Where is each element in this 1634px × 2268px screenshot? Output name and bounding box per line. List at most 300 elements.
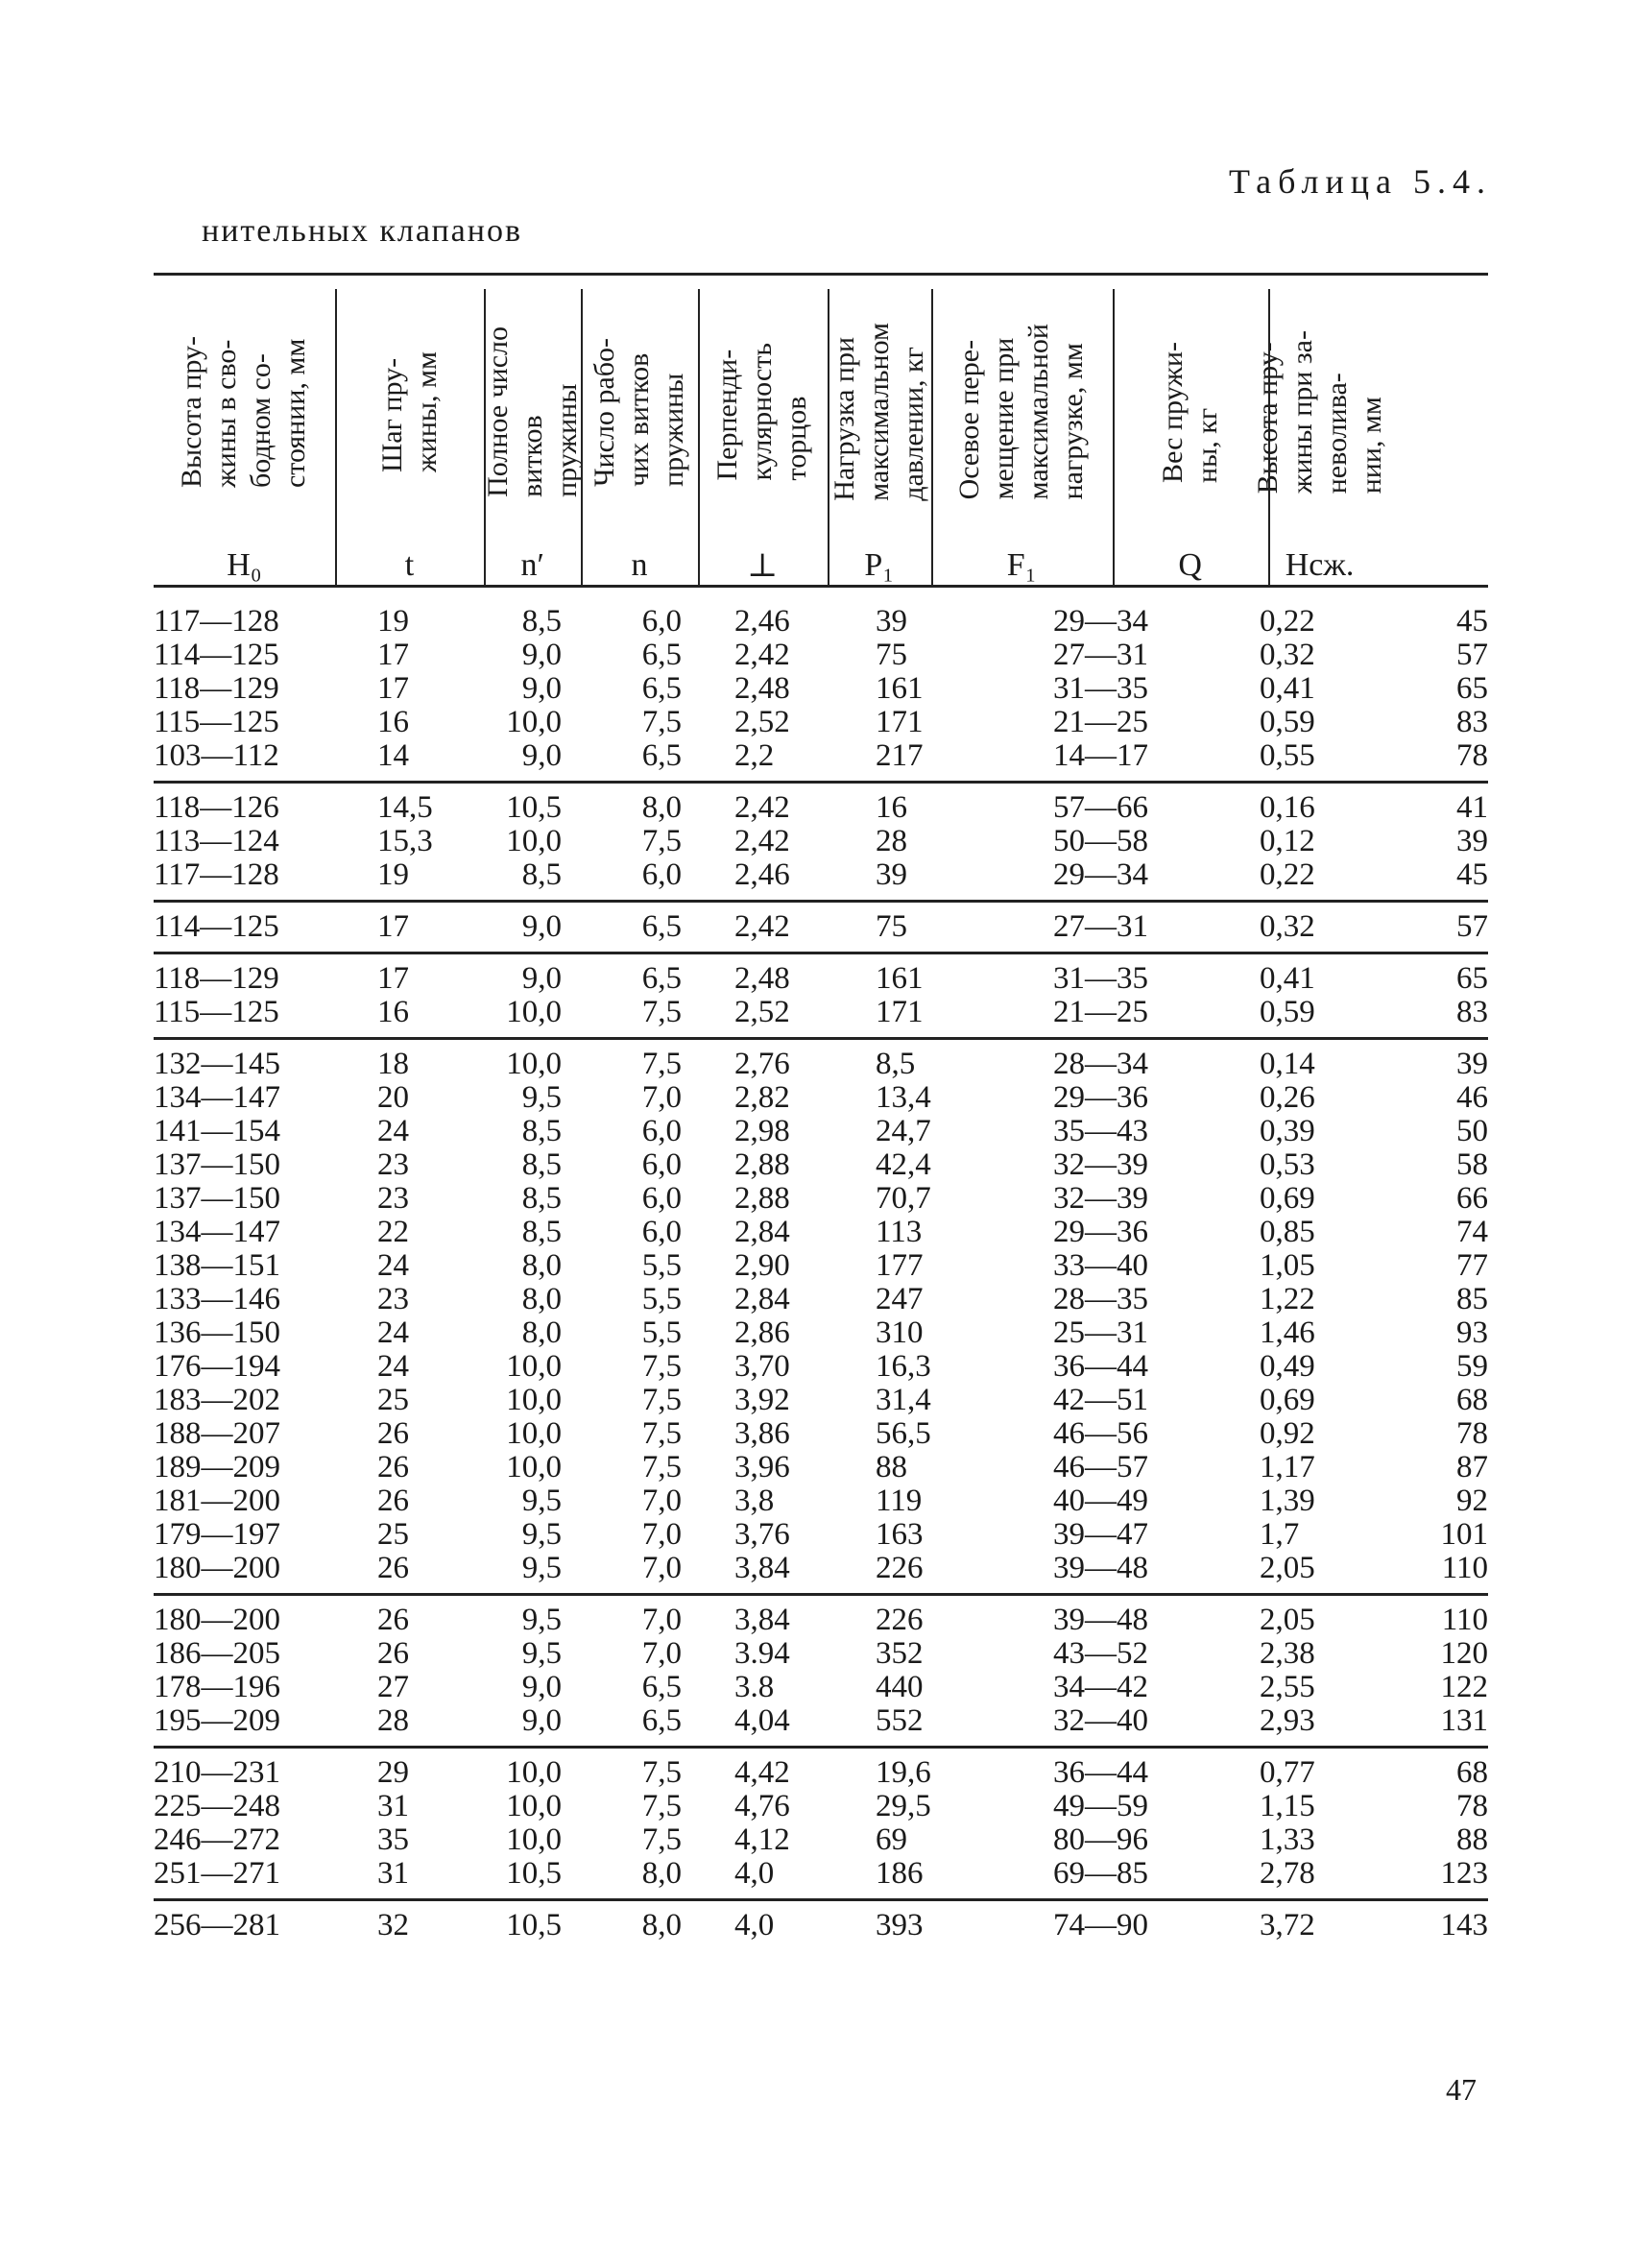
cell-total-coils: 9,5 [521, 1517, 562, 1552]
cell-total-coils: 10,0 [506, 1349, 562, 1384]
cell-axial-displacement: 31—35 [1053, 671, 1148, 706]
cell-weight: 0,55 [1260, 738, 1315, 773]
table-row [154, 1671, 1488, 1704]
header-perpendicularity [698, 283, 828, 541]
cell-load: 113 [876, 1215, 923, 1249]
cell-weight: 0,32 [1260, 638, 1315, 672]
cell-axial-displacement: 57—66 [1053, 790, 1148, 825]
header-text-perpendicularity: Перпенди- кулярность торцов [711, 343, 813, 481]
cell-working-coils: 5,5 [641, 1315, 682, 1350]
cell-perpendicularity: 2,48 [734, 671, 790, 706]
cell-free-height: 118—129 [154, 961, 279, 996]
cell-load: 310 [876, 1315, 924, 1350]
cell-working-coils: 8,0 [641, 790, 682, 825]
page-number: 47 [1446, 2072, 1477, 2107]
table-subtitle: нительных клапанов [202, 213, 523, 249]
cell-weight: 1,39 [1260, 1484, 1315, 1518]
cell-perpendicularity: 3,92 [734, 1383, 790, 1417]
row-group [154, 1593, 1488, 1746]
cell-axial-displacement: 34—42 [1053, 1670, 1148, 1704]
cell-axial-displacement: 74—90 [1053, 1908, 1148, 1942]
cell-total-coils: 10,0 [506, 1450, 562, 1484]
cell-working-coils: 6,5 [641, 1703, 682, 1738]
cell-free-height: 113—124 [154, 824, 279, 858]
cell-perpendicularity: 4,12 [734, 1822, 790, 1857]
cell-weight: 1,17 [1260, 1450, 1315, 1484]
cell-free-height: 133—146 [154, 1282, 280, 1316]
table-row [154, 1552, 1488, 1585]
cell-pitch: 25 [377, 1383, 409, 1417]
cell-axial-displacement: 49—59 [1053, 1789, 1148, 1823]
cell-load: 8,5 [876, 1047, 916, 1081]
cell-total-coils: 9,5 [521, 1080, 562, 1115]
header-weight [1113, 283, 1268, 541]
cell-axial-displacement: 29—36 [1053, 1215, 1148, 1249]
cell-weight: 1,7 [1260, 1517, 1300, 1552]
cell-working-coils: 5,5 [641, 1282, 682, 1316]
cell-perpendicularity: 4,0 [734, 1856, 775, 1891]
cell-axial-displacement: 39—48 [1053, 1551, 1148, 1585]
table-row [154, 962, 1488, 996]
cell-solid-height: 120 [1440, 1636, 1488, 1671]
cell-total-coils: 8,5 [521, 1147, 562, 1182]
cell-working-coils: 7,0 [641, 1484, 682, 1518]
cell-perpendicularity: 2,42 [734, 790, 790, 825]
row-group [154, 1746, 1488, 1898]
cell-free-height: 134—147 [154, 1215, 280, 1249]
cell-total-coils: 10,0 [506, 705, 562, 739]
cell-total-coils: 8,5 [521, 857, 562, 892]
cell-free-height: 181—200 [154, 1484, 280, 1518]
cell-load: 226 [876, 1551, 924, 1585]
cell-axial-displacement: 25—31 [1053, 1315, 1148, 1350]
cell-solid-height: 57 [1456, 638, 1488, 672]
cell-total-coils: 9,5 [521, 1484, 562, 1518]
header-text-axial-displacement: Осевое пере- мещение при максимальной нагрузке, мм [953, 324, 1090, 500]
cell-solid-height: 45 [1456, 604, 1488, 639]
cell-axial-displacement: 69—85 [1053, 1856, 1148, 1891]
symbol-row [154, 546, 1488, 585]
cell-pitch: 17 [377, 671, 409, 706]
cell-solid-height: 66 [1456, 1181, 1488, 1216]
symbol-total-coils: n′ [520, 547, 544, 583]
cell-solid-height: 78 [1456, 1789, 1488, 1823]
table-row [154, 1756, 1488, 1790]
table-row [154, 639, 1488, 672]
cell-working-coils: 7,5 [641, 824, 682, 858]
cell-perpendicularity: 2,88 [734, 1181, 790, 1216]
cell-working-coils: 7,5 [641, 995, 682, 1029]
column-divider [828, 289, 829, 587]
cell-perpendicularity: 4,42 [734, 1755, 790, 1790]
table-row [154, 605, 1488, 639]
cell-pitch: 20 [377, 1080, 409, 1115]
cell-perpendicularity: 2,98 [734, 1114, 790, 1148]
symbol-solid-height: Hсж. [1285, 547, 1355, 583]
cell-axial-displacement: 27—31 [1053, 638, 1148, 672]
cell-working-coils: 7,0 [641, 1603, 682, 1637]
cell-weight: 2,93 [1260, 1703, 1315, 1738]
header-text-weight: Вес пружи- ны, кг [1156, 341, 1223, 483]
table-row [154, 1704, 1488, 1738]
table-row [154, 1350, 1488, 1384]
cell-free-height: 189—209 [154, 1450, 280, 1484]
cell-weight: 0,59 [1260, 705, 1315, 739]
cell-pitch: 26 [377, 1603, 409, 1637]
cell-solid-height: 39 [1456, 824, 1488, 858]
cell-working-coils: 7,5 [641, 1383, 682, 1417]
cell-load: 186 [876, 1856, 924, 1891]
cell-solid-height: 83 [1456, 705, 1488, 739]
cell-weight: 2,78 [1260, 1856, 1315, 1891]
cell-perpendicularity: 3,84 [734, 1603, 790, 1637]
cell-working-coils: 8,0 [641, 1856, 682, 1891]
cell-total-coils: 10,0 [506, 1416, 562, 1451]
cell-load: 19,6 [876, 1755, 931, 1790]
cell-axial-displacement: 35—43 [1053, 1114, 1148, 1148]
cell-axial-displacement: 29—34 [1053, 857, 1148, 892]
cell-perpendicularity: 3.8 [734, 1670, 775, 1704]
cell-weight: 0,12 [1260, 824, 1315, 858]
cell-weight: 0,69 [1260, 1181, 1315, 1216]
cell-solid-height: 88 [1456, 1822, 1488, 1857]
cell-weight: 0,39 [1260, 1114, 1315, 1148]
cell-solid-height: 57 [1456, 909, 1488, 944]
cell-total-coils: 10,0 [506, 824, 562, 858]
header-text-solid-height: Высота пру- жины при за- неволива- нии, мм [1251, 329, 1387, 495]
cell-perpendicularity: 3.94 [734, 1636, 790, 1671]
cell-axial-displacement: 43—52 [1053, 1636, 1148, 1671]
cell-working-coils: 6,0 [641, 1114, 682, 1148]
cell-load: 31,4 [876, 1383, 931, 1417]
cell-axial-displacement: 46—57 [1053, 1450, 1148, 1484]
cell-perpendicularity: 2,46 [734, 857, 790, 892]
cell-load: 88 [876, 1450, 907, 1484]
table-row [154, 1790, 1488, 1823]
cell-weight: 0,85 [1260, 1215, 1315, 1249]
cell-free-height: 114—125 [154, 638, 279, 672]
cell-solid-height: 85 [1456, 1282, 1488, 1316]
cell-pitch: 23 [377, 1181, 409, 1216]
cell-axial-displacement: 32—39 [1053, 1147, 1148, 1182]
cell-pitch: 29 [377, 1755, 409, 1790]
header-text-load: Нагрузка при максимальном давлении, кг [828, 323, 929, 501]
cell-axial-displacement: 21—25 [1053, 705, 1148, 739]
cell-free-height: 178—196 [154, 1670, 280, 1704]
cell-free-height: 117—128 [154, 857, 279, 892]
cell-solid-height: 39 [1456, 1047, 1488, 1081]
cell-working-coils: 7,5 [641, 1789, 682, 1823]
table-row [154, 1316, 1488, 1350]
table-row [154, 1909, 1488, 1942]
cell-weight: 0,32 [1260, 909, 1315, 944]
cell-perpendicularity: 2,48 [734, 961, 790, 996]
cell-axial-displacement: 39—48 [1053, 1603, 1148, 1637]
cell-weight: 0,59 [1260, 995, 1315, 1029]
cell-free-height: 117—128 [154, 604, 279, 639]
cell-total-coils: 8,0 [521, 1248, 562, 1283]
cell-axial-displacement: 32—40 [1053, 1703, 1148, 1738]
symbol-pitch: t [404, 547, 415, 583]
header-text-working-coils: Число рабо- чих витков пружины [589, 337, 690, 487]
cell-pitch: 24 [377, 1315, 409, 1350]
cell-perpendicularity: 3,70 [734, 1349, 790, 1384]
cell-pitch: 24 [377, 1114, 409, 1148]
cell-total-coils: 9,5 [521, 1636, 562, 1671]
cell-perpendicularity: 2,90 [734, 1248, 790, 1283]
cell-total-coils: 9,5 [521, 1551, 562, 1585]
table-row [154, 1249, 1488, 1283]
cell-total-coils: 9,0 [521, 738, 562, 773]
cell-total-coils: 10,5 [506, 790, 562, 825]
cell-solid-height: 41 [1456, 790, 1488, 825]
cell-total-coils: 9,0 [521, 638, 562, 672]
table-row [154, 1384, 1488, 1417]
cell-working-coils: 7,5 [641, 1349, 682, 1384]
cell-axial-displacement: 29—36 [1053, 1080, 1148, 1115]
cell-weight: 2,05 [1260, 1551, 1315, 1585]
header-solid-height [1251, 283, 1387, 541]
cell-perpendicularity: 2,82 [734, 1080, 790, 1115]
table-row [154, 1857, 1488, 1891]
table-row [154, 791, 1488, 825]
cell-working-coils: 7,0 [641, 1551, 682, 1585]
cell-total-coils: 8,5 [521, 604, 562, 639]
cell-total-coils: 9,0 [521, 671, 562, 706]
cell-pitch: 26 [377, 1450, 409, 1484]
cell-axial-displacement: 27—31 [1053, 909, 1148, 944]
cell-free-height: 180—200 [154, 1551, 280, 1585]
cell-working-coils: 7,5 [641, 1047, 682, 1081]
row-group [154, 781, 1488, 900]
cell-weight: 1,05 [1260, 1248, 1315, 1283]
cell-total-coils: 9,5 [521, 1603, 562, 1637]
cell-perpendicularity: 2,52 [734, 995, 790, 1029]
cell-pitch: 18 [377, 1047, 409, 1081]
cell-working-coils: 6,5 [641, 638, 682, 672]
cell-free-height: 195—209 [154, 1703, 280, 1738]
table-row [154, 1637, 1488, 1671]
cell-free-height: 115—125 [154, 995, 279, 1029]
cell-perpendicularity: 2,42 [734, 909, 790, 944]
spring-table [154, 273, 1488, 1950]
table-row [154, 858, 1488, 892]
cell-solid-height: 65 [1456, 671, 1488, 706]
header-working-coils [581, 283, 697, 541]
cell-weight: 0,92 [1260, 1416, 1315, 1451]
header-text-free-height: Высота пру- жины в сво- бодном со- стоянии, мм [176, 335, 312, 489]
cell-weight: 0,14 [1260, 1047, 1315, 1081]
cell-axial-displacement: 80—96 [1053, 1822, 1148, 1857]
cell-total-coils: 10,0 [506, 995, 562, 1029]
cell-free-height: 251—271 [154, 1856, 280, 1891]
cell-total-coils: 9,0 [521, 1670, 562, 1704]
cell-working-coils: 7,0 [641, 1636, 682, 1671]
cell-load: 56,5 [876, 1416, 931, 1451]
cell-total-coils: 9,0 [521, 961, 562, 996]
cell-perpendicularity: 2,88 [734, 1147, 790, 1182]
cell-pitch: 19 [377, 857, 409, 892]
cell-total-coils: 10,5 [506, 1856, 562, 1891]
cell-free-height: 114—125 [154, 909, 279, 944]
cell-working-coils: 6,5 [641, 909, 682, 944]
cell-working-coils: 7,5 [641, 1450, 682, 1484]
cell-solid-height: 68 [1456, 1755, 1488, 1790]
cell-axial-displacement: 36—44 [1053, 1349, 1148, 1384]
cell-free-height: 256—281 [154, 1908, 280, 1942]
cell-perpendicularity: 2,42 [734, 824, 790, 858]
cell-solid-height: 65 [1456, 961, 1488, 996]
cell-load: 171 [876, 995, 924, 1029]
cell-working-coils: 7,0 [641, 1517, 682, 1552]
cell-free-height: 176—194 [154, 1349, 280, 1384]
table-row [154, 739, 1488, 773]
cell-load: 440 [876, 1670, 924, 1704]
cell-pitch: 16 [377, 705, 409, 739]
cell-working-coils: 8,0 [641, 1908, 682, 1942]
cell-working-coils: 6,0 [641, 1181, 682, 1216]
cell-solid-height: 131 [1440, 1703, 1488, 1738]
cell-perpendicularity: 2,86 [734, 1315, 790, 1350]
table-row [154, 1604, 1488, 1637]
cell-total-coils: 9,0 [521, 909, 562, 944]
cell-free-height: 186—205 [154, 1636, 280, 1671]
header-load [828, 283, 931, 541]
cell-total-coils: 10,0 [506, 1755, 562, 1790]
cell-free-height: 180—200 [154, 1603, 280, 1637]
cell-solid-height: 50 [1456, 1114, 1488, 1148]
cell-free-height: 179—197 [154, 1517, 280, 1552]
column-divider [1268, 289, 1270, 587]
cell-weight: 3,72 [1260, 1908, 1315, 1942]
cell-solid-height: 93 [1456, 1315, 1488, 1350]
cell-working-coils: 6,5 [641, 738, 682, 773]
cell-pitch: 26 [377, 1551, 409, 1585]
cell-axial-displacement: 33—40 [1053, 1248, 1148, 1283]
row-group [154, 952, 1488, 1037]
cell-weight: 1,46 [1260, 1315, 1315, 1350]
cell-perpendicularity: 2,52 [734, 705, 790, 739]
cell-solid-height: 92 [1456, 1484, 1488, 1518]
cell-solid-height: 110 [1441, 1603, 1488, 1637]
cell-perpendicularity: 3,96 [734, 1450, 790, 1484]
cell-free-height: 188—207 [154, 1416, 280, 1451]
cell-free-height: 246—272 [154, 1822, 280, 1857]
cell-load: 393 [876, 1908, 924, 1942]
table-row [154, 1048, 1488, 1081]
cell-load: 217 [876, 738, 924, 773]
cell-load: 75 [876, 638, 907, 672]
cell-weight: 0,69 [1260, 1383, 1315, 1417]
table-row [154, 1823, 1488, 1857]
header-bottom-rule [154, 585, 1488, 588]
cell-load: 75 [876, 909, 907, 944]
table-row [154, 1081, 1488, 1115]
header-text-pitch: Шаг пру- жины, мм [375, 351, 443, 472]
cell-pitch: 31 [377, 1789, 409, 1823]
cell-working-coils: 6,5 [641, 1670, 682, 1704]
cell-total-coils: 9,0 [521, 1703, 562, 1738]
cell-pitch: 26 [377, 1416, 409, 1451]
cell-load: 226 [876, 1603, 924, 1637]
cell-free-height: 210—231 [154, 1755, 280, 1790]
cell-solid-height: 83 [1456, 995, 1488, 1029]
table-body [154, 597, 1488, 1950]
cell-load: 16 [876, 790, 907, 825]
cell-pitch: 35 [377, 1822, 409, 1857]
cell-free-height: 118—126 [154, 790, 279, 825]
cell-working-coils: 6,0 [641, 1215, 682, 1249]
cell-axial-displacement: 21—25 [1053, 995, 1148, 1029]
cell-weight: 0,49 [1260, 1349, 1315, 1384]
cell-load: 177 [876, 1248, 924, 1283]
cell-load: 24,7 [876, 1114, 931, 1148]
cell-total-coils: 8,0 [521, 1282, 562, 1316]
cell-pitch: 16 [377, 995, 409, 1029]
cell-working-coils: 6,0 [641, 1147, 682, 1182]
symbol-weight: Q [1178, 547, 1202, 583]
symbol-working-coils: n [631, 547, 648, 583]
table-row [154, 996, 1488, 1029]
cell-pitch: 24 [377, 1349, 409, 1384]
cell-pitch: 32 [377, 1908, 409, 1942]
row-group [154, 900, 1488, 952]
cell-axial-displacement: 14—17 [1053, 738, 1148, 773]
cell-pitch: 25 [377, 1517, 409, 1552]
cell-perpendicularity: 3,86 [734, 1416, 790, 1451]
cell-load: 119 [876, 1484, 923, 1518]
column-divider [931, 289, 933, 587]
cell-weight: 1,33 [1260, 1822, 1315, 1857]
cell-solid-height: 46 [1456, 1080, 1488, 1115]
cell-load: 13,4 [876, 1080, 931, 1115]
cell-weight: 1,15 [1260, 1789, 1315, 1823]
cell-weight: 2,05 [1260, 1603, 1315, 1637]
cell-perpendicularity: 2,42 [734, 638, 790, 672]
column-divider [1113, 289, 1115, 587]
table-row [154, 1115, 1488, 1148]
header-total-coils [481, 283, 583, 541]
table-row [154, 706, 1488, 739]
cell-pitch: 19 [377, 604, 409, 639]
cell-perpendicularity: 2,46 [734, 604, 790, 639]
cell-load: 352 [876, 1636, 924, 1671]
cell-axial-displacement: 46—56 [1053, 1416, 1148, 1451]
cell-weight: 0,77 [1260, 1755, 1315, 1790]
column-divider [698, 289, 700, 587]
cell-working-coils: 6,0 [641, 857, 682, 892]
symbol-axial-displacement: F₁ [1006, 547, 1037, 583]
row-group [154, 1037, 1488, 1593]
cell-solid-height: 87 [1456, 1450, 1488, 1484]
cell-working-coils: 7,5 [641, 1755, 682, 1790]
cell-working-coils: 5,5 [641, 1248, 682, 1283]
cell-weight: 2,55 [1260, 1670, 1315, 1704]
cell-load: 39 [876, 857, 907, 892]
cell-weight: 0,16 [1260, 790, 1315, 825]
cell-pitch: 26 [377, 1484, 409, 1518]
cell-pitch: 28 [377, 1703, 409, 1738]
table-row [154, 1182, 1488, 1216]
table-row [154, 1283, 1488, 1316]
cell-working-coils: 7,0 [641, 1080, 682, 1115]
cell-weight: 0,22 [1260, 604, 1315, 639]
cell-pitch: 27 [377, 1670, 409, 1704]
cell-solid-height: 123 [1440, 1856, 1488, 1891]
cell-pitch: 17 [377, 638, 409, 672]
header-text-total-coils: Полное число витков пружины [481, 326, 583, 497]
cell-free-height: 225—248 [154, 1789, 280, 1823]
